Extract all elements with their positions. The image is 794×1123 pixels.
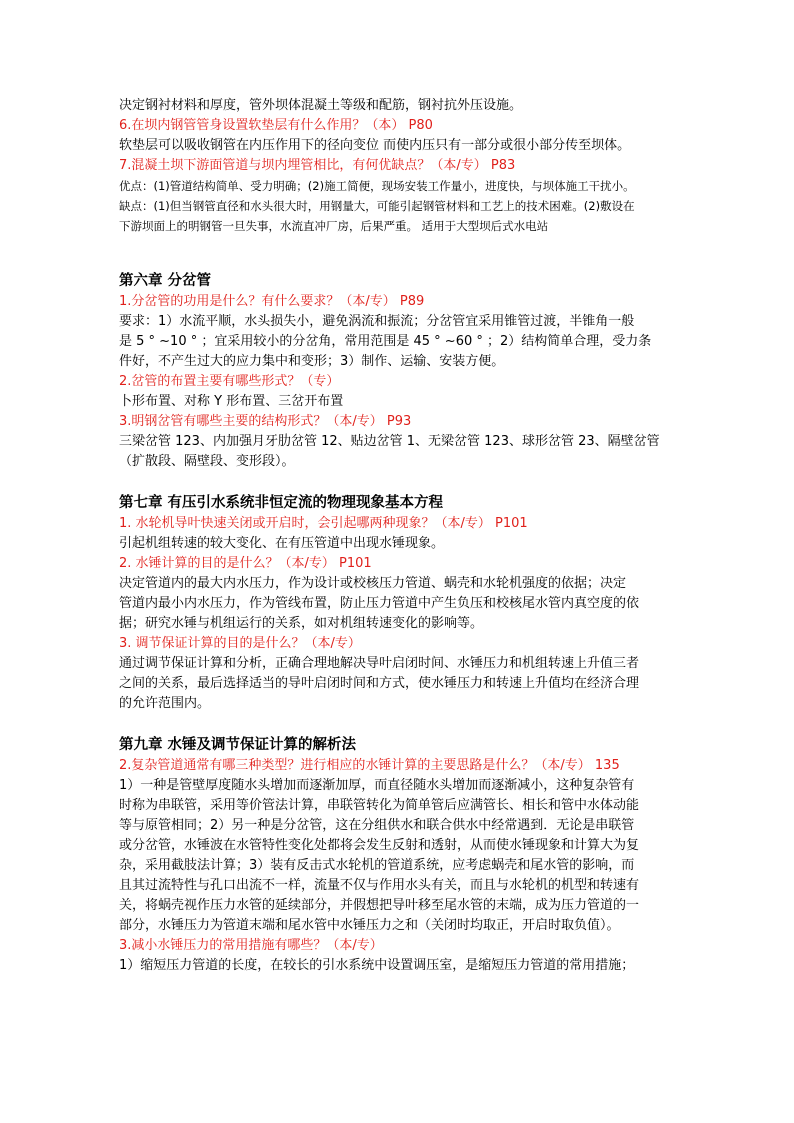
chapter-heading: 第六章 分岔管 bbox=[119, 273, 212, 289]
body-line: 三梁岔管 123、内加强月牙肋岔管 12、贴边岔管 1、无梁岔管 123、球形岔管 23、隔壁岔管 bbox=[119, 434, 660, 449]
question-line: 3.明钢岔管有哪些主要的结构形式？（本/专） P93 bbox=[119, 414, 412, 429]
spacer bbox=[119, 236, 679, 270]
body-line: 杂，采用截肢法计算；3）装有反击式水轮机的管道系统，应考虑蜗壳和尾水管的影响，而 bbox=[119, 858, 635, 873]
spacer bbox=[119, 472, 679, 492]
body-line: 决定钢衬材料和厚度，管外坝体混凝土等级和配筋，钢衬抗外压设施。 bbox=[119, 98, 523, 113]
question-line: 1.分岔管的功用是什么？有什么要求？（本/专） P89 bbox=[119, 294, 425, 309]
body-line: 部分，水锤压力为管道末端和尾水管中水锤压力之和（关闭时均取正，开启时取负值）。 bbox=[119, 918, 620, 933]
question-line: 2.复杂管道通常有哪三种类型？进行相应的水锤计算的主要思路是什么？（本/专） 135 bbox=[119, 758, 620, 773]
body-line: 是 5 ° ~10 ° ；宜采用较小的分岔角，常用范围是 45 ° ~60 ° ；2）结构简单合理，受力条 bbox=[119, 334, 652, 349]
chapter-heading: 第九章 水锤及调节保证计算的解析法 bbox=[119, 737, 357, 753]
question-line: 6.在坝内钢管管身设置软垫层有什么作用？（本） P80 bbox=[119, 118, 433, 133]
body-line: 决定管道内的最大内水压力，作为设计或校核压力管道、蜗壳和水轮机强度的依据；决定 bbox=[119, 576, 627, 591]
body-line: 1）缩短压力管道的长度，在较长的引水系统中设置调压室，是缩短压力管道的常用措施； bbox=[119, 958, 635, 973]
question-line: 2.岔管的布置主要有哪些形式？（专） bbox=[119, 374, 340, 389]
body-line: 1）一种是管壁厚度随水头增加而逐渐加厚，而直径随水头增加而逐渐减小，这种复杂管有 bbox=[119, 778, 635, 793]
question-line: 3. 调节保证计算的目的是什么？（本/专） bbox=[119, 636, 361, 651]
body-line: 下游坝面上的明钢管一旦失事，水流直冲厂房，后果严重。 适用于大型坝后式水电站 bbox=[119, 219, 549, 233]
body-line: 优点：(1)管道结构简单、受力明确；(2)施工简便，现场安装工作量小，进度快，与坝体施工干扰小。 bbox=[119, 179, 635, 193]
body-line: 软垫层可以吸收钢管在内压作用下的径向变位 而使内压只有一部分或很小部分传至坝体。 bbox=[119, 138, 631, 153]
document-content bbox=[119, 96, 679, 976]
body-line: 通过调节保证计算和分析，正确合理地解决导叶启闭时间、水锤压力和机组转速上升值三者 bbox=[119, 656, 640, 671]
body-line: 关，将蜗壳视作压力水管的延续部分，并假想把导叶移至尾水管的末端，成为压力管道的一 bbox=[119, 898, 640, 913]
body-line: 卜形布置、对称 Y 形布置、三岔开布置 bbox=[119, 394, 344, 409]
body-line: 之间的关系，最后选择适当的导叶启闭时间和方式，使水锤压力和转速上升值均在经济合理 bbox=[119, 676, 640, 691]
body-line: 的允许范围内。 bbox=[119, 696, 211, 711]
body-line: 且其过流特性与孔口出流不一样，流量不仅与作用水头有关，而且与水轮机的机型和转速有 bbox=[119, 878, 640, 893]
spacer bbox=[119, 714, 679, 734]
question-line: 2. 水锤计算的目的是什么？（本/专） P101 bbox=[119, 556, 372, 571]
body-line: 等与原管相同；2）另一种是分岔管，这在分组供水和联合供水中经常遇到．无论是串联管 bbox=[119, 818, 635, 833]
chapter-heading: 第七章 有压引水系统非恒定流的物理现象基本方程 bbox=[119, 495, 444, 511]
question-line: 1. 水轮机导叶快速关闭或开启时，会引起哪两种现象？（本/专） P101 bbox=[119, 516, 528, 531]
body-line: （扩散段、隔壁段、变形段）。 bbox=[119, 454, 295, 469]
question-line: 3.减小水锤压力的常用措施有哪些？（本/专） bbox=[119, 938, 383, 953]
body-line: 件好，不产生过大的应力集中和变形；3）制作、运输、安装方便。 bbox=[119, 354, 505, 369]
body-line: 时称为串联管，采用等价管法计算，串联管转化为简单管后应满管长、相长和管中水体动能 bbox=[119, 798, 640, 813]
body-line: 要求：1）水流平顺，水头损失小，避免涡流和振流；分岔管宜采用锥管过渡，半锥角一般 bbox=[119, 314, 635, 329]
body-line: 管道内最小内水压力，作为管线布置，防止压力管道中产生负压和校核尾水管内真空度的依 bbox=[119, 596, 640, 611]
question-line: 7.混凝土坝下游面管道与坝内埋管相比，有何优缺点？（本/专） P83 bbox=[119, 158, 516, 173]
body-line: 据；研究水锤与机组运行的关系，如对机组转速变化的影响等。 bbox=[119, 616, 484, 631]
body-line: 引起机组转速的较大变化、在有压管道中出现水锤现象。 bbox=[119, 536, 445, 551]
body-line: 缺点：(1)但当钢管直径和水头很大时，用钢量大，可能引起钢管材料和工艺上的技术困难。(2)敷设在 bbox=[119, 199, 635, 213]
body-line: 或分岔管，水锤波在水管特性变化处都将会发生反射和透射，从而使水锤现象和计算大为复 bbox=[119, 838, 640, 853]
